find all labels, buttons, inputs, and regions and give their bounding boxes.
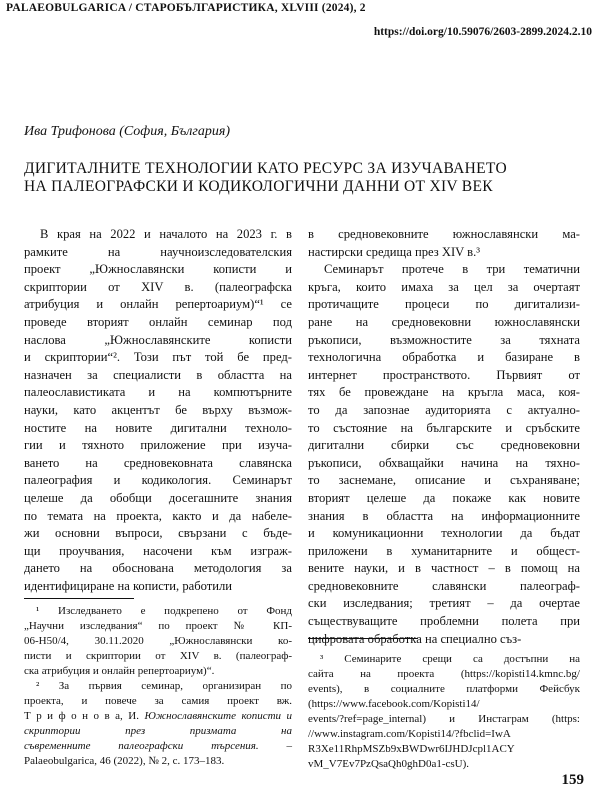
text-line: цифровата обработка на специално съз- [308,631,522,646]
text-line: и скриптории“². Този път той бе пред- [24,350,292,365]
doi-link[interactable]: https://doi.org/10.59076/2603-2899.2024.2.10 [373,26,592,38]
text-line: целеше да обобщи досегашните знания [24,490,292,505]
footnote-line: проекта, и повече за самия проект вж. [24,695,292,707]
text-line: ръкописи, обхващайки начина на тяхно- [308,455,580,470]
footnote-line: ска атрибуция и онлайн репертоариум)“. [24,665,215,677]
footnote-title: Южнославянските [144,710,236,722]
text-line: жи основни въпроси, свързани с бъде- [24,526,292,541]
text-line: палеография и кодикология. Семинарът [24,473,292,488]
footnote-source: Palaeobulgarica, 46 (2022), № 2, с. 173–183. [24,755,225,767]
text-line: наслова „Южнославянските кописти [24,332,292,347]
text-line: скриптории от XIV в. (палеографска [24,279,292,294]
text-line: по темата на проекта, както и да набеле- [24,508,292,523]
text-line: идентифициране на кописти, работили [24,578,233,593]
text-line: настирски средища през XIV в.³ [308,244,481,259]
footnote-line: events/?ref=page_internal) и Инстаграм (https: [308,713,580,725]
text-line: вторият целеше да покаже как новите [308,490,580,505]
footnote-line: (https://www.facebook.com/Kopisti14/ [308,698,480,710]
text-line: атрибуция и онлайн репертоариум)“¹ се [24,297,292,312]
text-line: гии и тяхното приложение при изуча- [24,438,292,453]
footnote-divider [308,638,418,639]
text-line: ски изследвания; третият – да очертае [308,596,580,611]
text-line: В края на 2022 и началото на 2023 г. в [40,227,292,241]
text-line: Семинарът протече в три тематични [324,262,580,277]
text-line: тях бе провеждане на кръгла маса, коя- [308,385,580,400]
footnote-line: //www.instagram.com/Kopisti14/?fbclid=IwA [308,728,511,740]
footnote-line: писти и скриптории от XIV в. (палеограф- [24,650,292,662]
running-head: PALAEOBULGARICA / СТАРОБЪЛГАРИСТИКА, XLVIII (2024), 2 [6,2,366,14]
text-line: дането на обоснована методология за [24,561,292,576]
footnote-line [24,740,292,752]
footnote-line: „Научни изследвания“ по проект № КП- [24,620,292,632]
footnote-line: vM_V7Ev7PzQsaQh0ghD0a1-csU). [308,758,470,770]
footnotes-left [24,604,292,769]
footnote-3 [308,652,580,772]
text-line: знания в областта на информационните [308,508,580,523]
footnote-line: ² За първия семинар, организиран по [36,680,292,692]
text-line: средновековните славянски палеограф- [308,578,580,593]
text-line: протичащите процеси по дигитализи- [308,297,580,312]
text-line: то заснемане, описание и съхраняване; [308,473,580,488]
text-line: ране на средновековни южнославянски [308,314,580,329]
article-title [24,160,584,196]
title-line: НА ПАЛЕОГРАФСКИ И КОДИКОЛОГИЧНИ ДАННИ ОТ XIV ВЕК [24,178,493,195]
author-line: Ива Трифонова (София, България) [24,124,231,139]
text-line: щи проучвания, насочени към изграж- [24,543,292,558]
text-line: ностите на новите дигитални техноло- [24,420,292,435]
footnote-title: съвременните палеографски търсения. [24,740,259,752]
footnote-divider [24,598,134,599]
footnote-2 [24,679,292,769]
left-column [24,226,292,595]
page-number: 159 [561,772,584,788]
footnote-line: сайта на проекта (https://kopisti14.kmnc.bg/ [308,668,580,680]
footnote-title: кописти и скриптории през призмата на [24,710,293,737]
text-line: и комуникационни технологии да бъдат [308,526,580,541]
footnote-line: 06-Н50/4, 30.11.2020 „Южнославянски ко- [24,635,292,647]
text-line: интернет пространството. Първият от [308,367,580,382]
title-line: ДИГИТАЛНИТЕ ТЕХНОЛОГИИ КАТО РЕСУРС ЗА ИЗУЧАВАНЕТО [24,160,507,177]
footnote-line: ¹ Изследването е подкрепено от Фонд [36,605,292,617]
footnote-line: ³ Семинарите срещи са достъпни на [320,653,580,665]
text-line: проведе вторият онлайн семинар под [24,314,292,329]
text-line: вените науки, и в частност – в помощ на [308,561,580,576]
text-line: приложени в хуманитарните и общест- [308,543,580,558]
footnote-1 [24,604,292,679]
footnote-author: Т р и ф о н о в а, И. [24,710,145,722]
text-line: в средновековните южнославянски ма- [308,227,580,241]
body-paragraph [24,226,292,595]
text-line: ръкописи, възможностите за тяхната [308,332,580,347]
footnote-dash: – [258,740,292,752]
text-line: то да запознае аудиторията с актуално- [308,402,580,417]
text-line: ването на средновековната славянска [24,455,292,470]
body-paragraph [308,261,580,648]
footnote-line: R3Xe11RhpMSZb9xBWDwr6IJHDJcpl1ACY [308,743,515,755]
text-line: проект „Южнославянски кописти и [24,262,292,277]
text-line: палеославистиката и на компютърните [24,385,292,400]
text-line: дигитални сбирки със средновековни [308,438,580,453]
text-line: науки, като акцентът бе върху възмож- [24,402,292,417]
text-line: кръга, които имаха за цел за очертаят [308,279,580,294]
footnote-line: events), в социалните платформи Фейсбук [308,683,580,695]
right-column [308,226,580,648]
footnotes-right [308,652,580,772]
text-line: съществуващите проблемни полета при [308,614,580,629]
text-line: рамките на научноизследователския [24,244,292,259]
body-paragraph [308,226,580,261]
text-line: назначен за специалисти в областта на [24,367,292,382]
text-line: технологична обработка и базиране в [308,350,580,365]
text-line: то състояние на българските и сръбските [308,420,580,435]
footnote-line [24,710,236,722]
